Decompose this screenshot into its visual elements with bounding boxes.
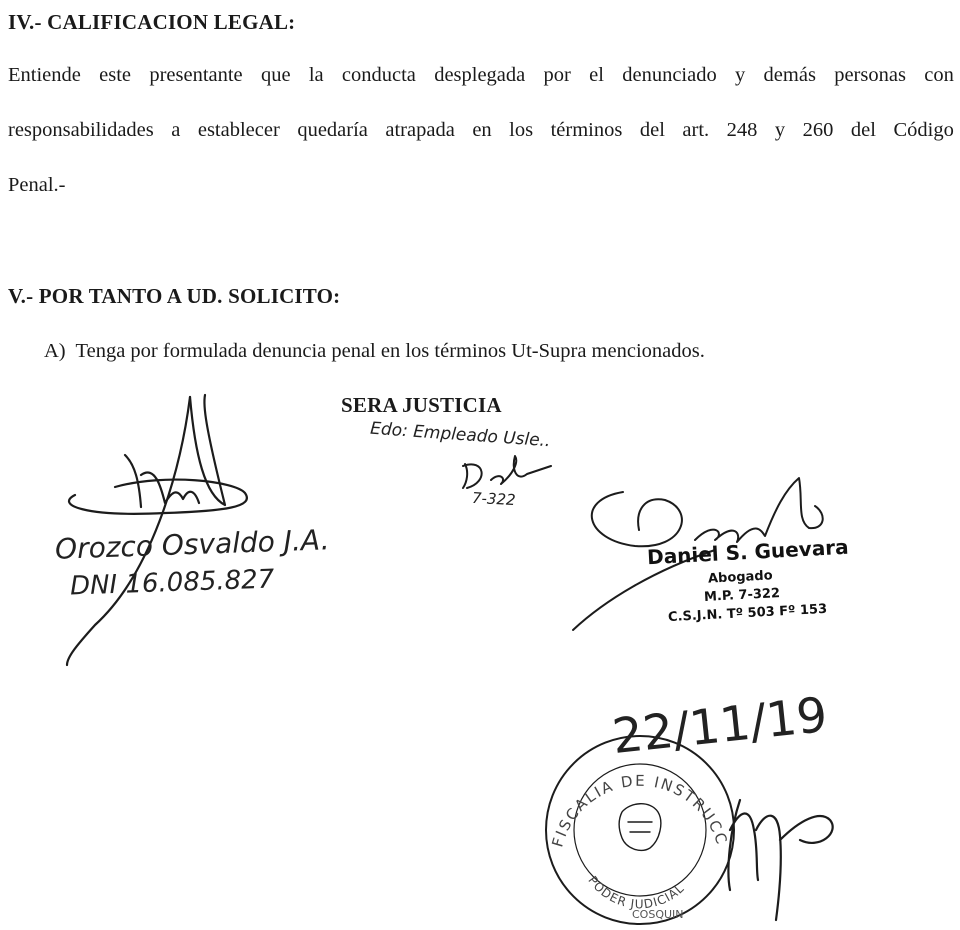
word: Código xyxy=(893,119,954,141)
word: desplegada xyxy=(434,64,526,86)
word: personas xyxy=(834,64,906,86)
word: del xyxy=(850,119,876,141)
word: quedaría xyxy=(297,119,368,141)
word: en xyxy=(472,119,492,141)
word: los xyxy=(509,119,534,141)
seal-top-text: FISCALIA DE INSTRUCCION xyxy=(533,716,732,850)
word: y xyxy=(735,64,746,86)
handwritten-note-number: 7-322 xyxy=(471,488,517,510)
seal-inner-text: PODER JUDICIAL xyxy=(585,873,688,912)
word: que xyxy=(260,64,291,86)
word: con xyxy=(924,64,954,86)
word: atrapada xyxy=(385,119,455,141)
paragraph-line-1 xyxy=(8,64,954,87)
lawyer-csjn: C.S.J.N. Tº 503 Fº 153 xyxy=(667,601,828,626)
word: el xyxy=(589,64,604,86)
lawyer-mp: M.P. 7-322 xyxy=(703,586,781,605)
paragraph-line-2 xyxy=(8,119,954,142)
lawyer-name: Daniel S. Guevara xyxy=(646,534,850,570)
word: la xyxy=(308,64,324,86)
seal-bottom-text: COSQUIN xyxy=(632,908,684,921)
word: responsabilidades xyxy=(8,119,154,141)
word: demás xyxy=(763,64,816,86)
word: Entiende xyxy=(8,64,81,86)
word: conducta xyxy=(341,64,416,86)
word: presentante xyxy=(149,64,243,86)
word: 260 xyxy=(802,119,834,141)
word: términos xyxy=(550,119,623,141)
word: y xyxy=(774,119,786,141)
handwritten-date: 22/11/19 xyxy=(609,686,830,766)
request-item-a: A) Tenga por formulada denuncia penal en los términos Ut-Supra mencionados. xyxy=(44,340,705,362)
word: establecer xyxy=(197,119,280,141)
left-signatory-dni: DNI 16.085.827 xyxy=(69,564,275,602)
word: este xyxy=(99,64,132,86)
word: por xyxy=(543,64,571,86)
word: 248 xyxy=(726,119,758,141)
word: denunciado xyxy=(622,64,717,86)
left-signatory-name: Orozco Osvaldo J.A. xyxy=(54,523,330,566)
date-signature-scribble xyxy=(700,770,860,920)
handwritten-note: Edo: Empleado Usle.. xyxy=(369,418,552,452)
closing-sera-justicia: SERA JUSTICIA xyxy=(341,393,502,417)
section-heading-calificacion-legal: IV.- CALIFICACION LEGAL: xyxy=(8,10,296,34)
word: a xyxy=(171,119,181,141)
lawyer-title: Abogado xyxy=(707,568,773,587)
section-heading-por-tanto: V.- POR TANTO A UD. SOLICITO: xyxy=(8,284,341,308)
word: art. xyxy=(682,119,710,141)
paragraph-line-3: Penal.- xyxy=(8,174,66,196)
word: del xyxy=(639,119,665,141)
